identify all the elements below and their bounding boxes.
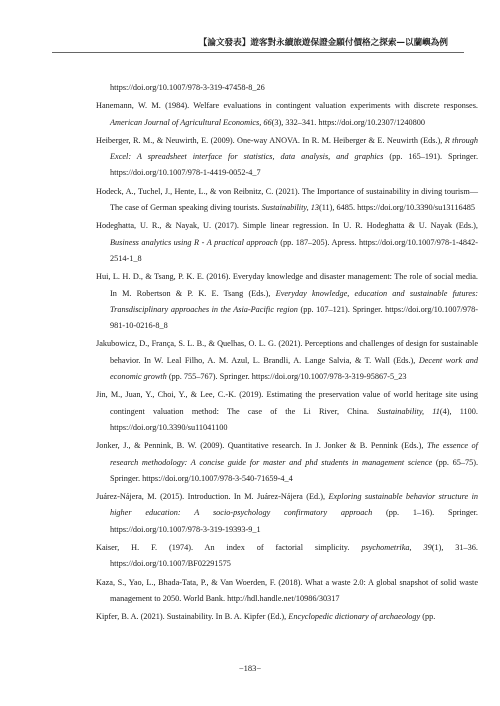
reference-text: (pp. 755–767). Springer. https://doi.org/10.1007/978-3-319-95867-5_23 [166,372,407,382]
reference-source-title: R through Excel: A spreadsheet interface for statistics, data analysis, and graphics [110,135,478,162]
running-header: 【論文發表】遊客對永續旅遊保證金願付價格之探索—以蘭嶼為例 [198,38,448,48]
reference-text: (pp. 165–191). Springer. https://doi.org/10.1007/978-1-4419-0052-4_7 [110,152,479,178]
reference-source-title: Everyday knowledge, education and sustainable futures: Transdisciplinary approaches in the Asia-Pacific region [110,288,478,314]
reference-entry [96,540,478,573]
reference-entry [96,575,478,608]
reference-source-title: The essence of research methodology: A concise guide for master and phd students in management science [110,441,478,467]
reference-text: Jakubowicz, D., França, S. L. B., & Quelhas, O. L. G. (2021). Perceptions and challenges of design for sustainable behavior. In W. Leal Filho, A. M. Azul, L. Brandli, A. Lange Salvia, & T. Wall (Eds.), [96,339,478,365]
reference-entry [96,489,478,538]
reference-source-title: Sustainability, 11 [377,406,440,416]
page-number: −183− [238,663,262,673]
reference-source-title: Decent work and economic growth [110,355,478,382]
reference-text: (pp. 107–121). Springer. https://doi.org/10.1007/978-981-10-0216-8_8 [110,304,478,331]
reference-list [96,80,478,628]
reference-text: (11), 6485. https://doi.org/10.3390/su13116485 [318,203,475,213]
reference-text: Kaza, S., Yao, L., Bhada-Tata, P., & Van Woerden, F. (2018). What a waste 2.0: A global snapshot of solid waste management to 2050. World Bank. http://hdl.handle.net/10986/30317 [96,577,478,603]
header-rule [52,52,464,53]
reference-text: (pp. [420,612,436,622]
reference-text: Jonker, J., & Pennink, B. W. (2009). Quantitative research. In J. Jonker & B. Pennink (Eds.), [96,441,427,451]
reference-text: (pp. 1–16). Springer. https://doi.org/10.1007/978-3-319-19393-9_1 [110,508,478,534]
reference-text: Kaiser, H. F. (1974). An index of factorial simplicity. [96,543,362,553]
reference-entry [96,336,478,385]
reference-entry [96,218,478,267]
reference-source-title: Encyclopedic dictionary of archaeology [288,612,421,622]
reference-text: (3), 332–341. https://doi.org/10.2307/1240800 [271,117,426,127]
reference-entry [96,80,478,96]
reference-source-title: Sustainability, 13 [261,203,319,213]
reference-entry [96,387,478,436]
reference-source-title: Exploring sustainable behavior structure in higher education: A socio-psychology confirmatory approach [110,492,478,518]
reference-text: Hodeck, A., Tuchel, J., Hente, L., & von Reibnitz, C. (2021). The Importance of sustainability in diving tourism—The case of German speaking diving tourists. [96,186,478,213]
reference-text: Hui, L. H. D., & Tsang, P. K. E. (2016). Everyday knowledge and disaster management: The role of social media. In M. Robertson & P. K. E. Tsang (Eds.), [96,272,478,298]
reference-text: (4), 1100. https://doi.org/10.3390/su11041100 [110,406,478,432]
reference-text: Heiberger, R. M., & Neuwirth, E. (2009). One-way ANOVA. In R. M. Heiberger & E. Neuwirth (Eds.), [96,135,445,145]
reference-entry [96,184,478,217]
reference-text: (pp. 65–75). Springer. https://doi.org/10.1007/978-3-540-71659-4_4 [110,457,479,483]
reference-text: https://doi.org/10.1007/978-3-319-47458-8_26 [110,83,265,92]
reference-text: Hanemann, W. M. (1984). Welfare evaluations in contingent valuation experiments with discrete responses. [96,101,478,111]
reference-entry [96,269,478,334]
reference-text: Jin, M., Juan, Y., Choi, Y., & Lee, C.-K. (2019). Estimating the preservation value of world heritage site using contingent valuation method: The case of the Li River, China. [96,390,478,416]
reference-source-title: American Journal of Agricultural Economics, 66 [110,117,272,127]
reference-text: Kipfer, B. A. (2021). Sustainability. In B. A. Kipfer (Ed.), [96,612,289,622]
reference-text: Hodeghatta, U. R., & Nayak, U. (2017). Simple linear regression. In U. R. Hodeghatta & U. Nayak (Eds.), [96,221,478,231]
reference-entry [96,98,478,131]
reference-source-title: psychometrika, 39 [361,543,432,553]
reference-text: (1), 31–36. https://doi.org/10.1007/BF02291575 [110,543,478,569]
reference-entry [96,609,478,625]
reference-entry [96,133,478,182]
reference-entry [96,438,478,487]
reference-source-title: Business analytics using R - A practical approach [110,237,278,247]
reference-text: (pp. 187–205). Apress. https://doi.org/10.1007/978-1-4842-2514-1_8 [110,237,478,263]
reference-text: Juárez-Nájera, M. (2015). Introduction. In M. Juárez-Nájera (Ed.), [96,492,329,502]
